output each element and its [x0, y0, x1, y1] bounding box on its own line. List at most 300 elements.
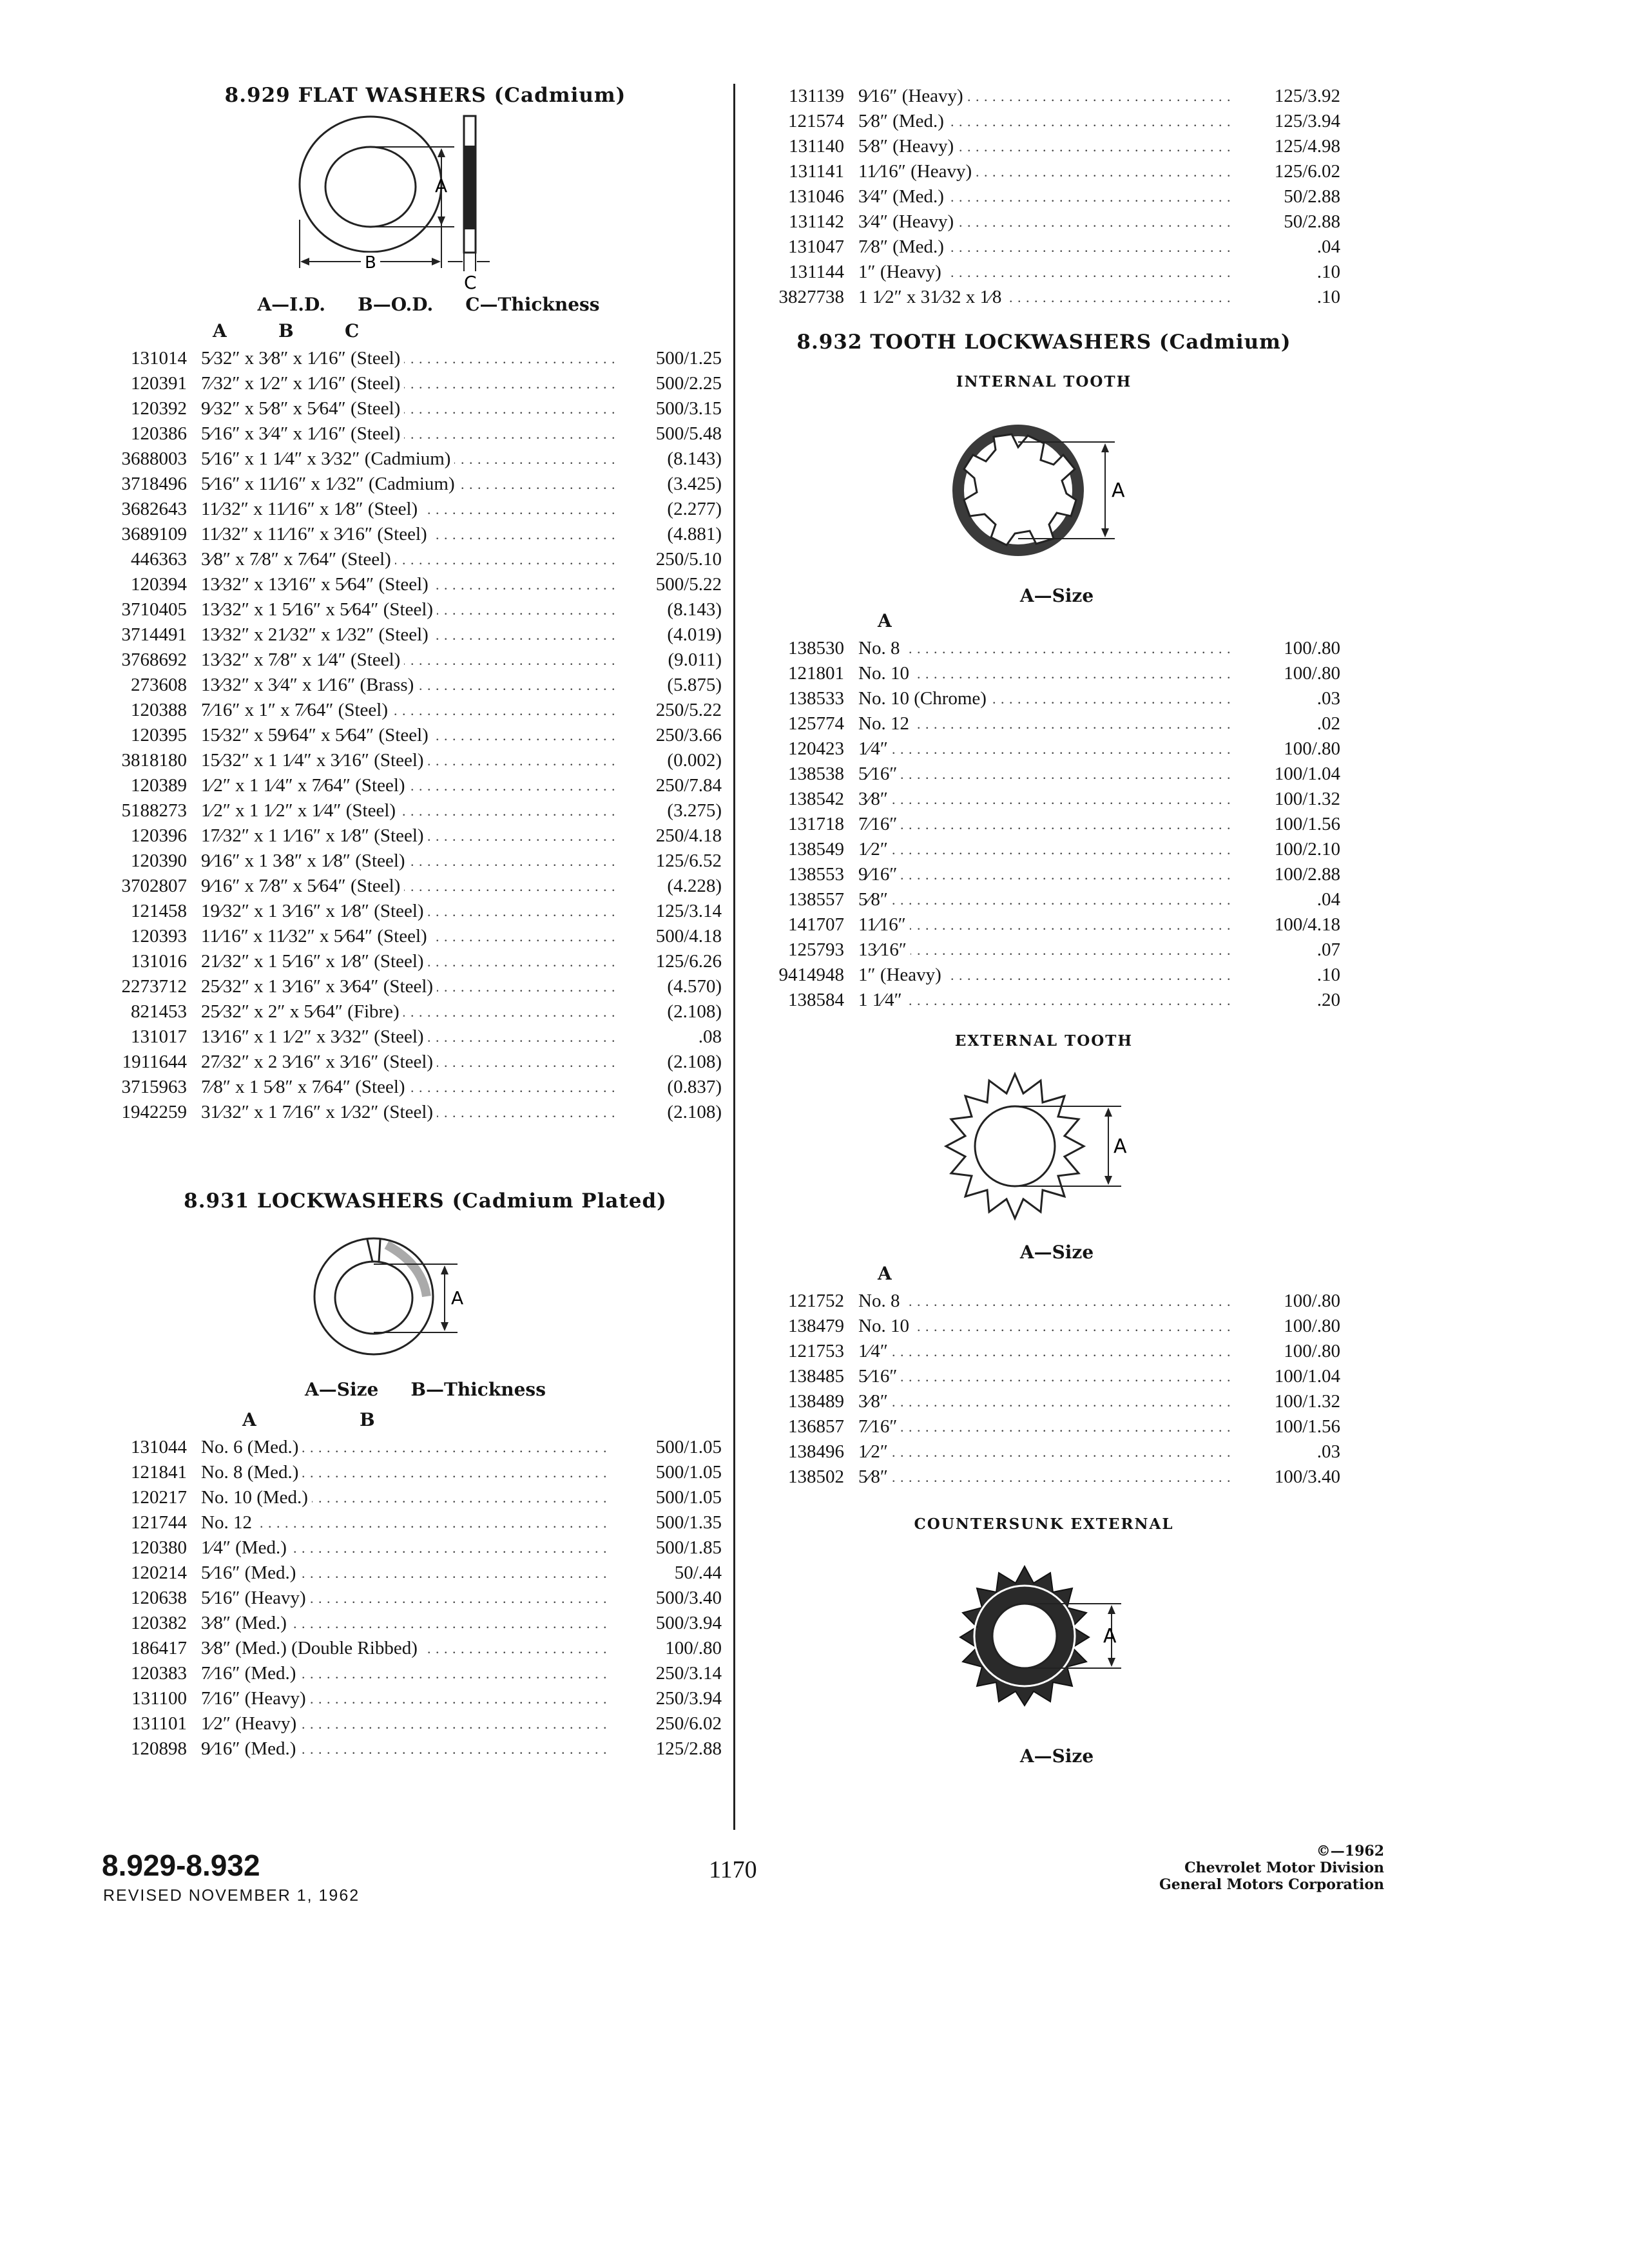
part-description: No. 10 (Chrome) — [858, 688, 990, 709]
part-number: 3702807 — [121, 876, 187, 896]
part-number: 131016 — [131, 951, 187, 972]
flat-washer-row — [90, 1075, 722, 1100]
part-price: 250/6.02 — [655, 1713, 722, 1734]
part-price: 500/2.25 — [655, 373, 722, 394]
part-description-cell — [201, 849, 615, 874]
part-description-cell — [201, 1736, 608, 1762]
part-price: 125/6.52 — [655, 850, 722, 871]
part-number: 120389 — [131, 775, 187, 796]
tooth-lockwashers-title: 8.932 TOOTH LOCKWASHERS (Cadmium) — [796, 331, 1291, 354]
part-description-cell — [201, 1050, 615, 1075]
part-description-cell — [858, 837, 1233, 862]
external-tooth-diagram — [915, 1062, 1173, 1230]
part-price: 50/2.88 — [1284, 211, 1340, 232]
external-tooth-row — [747, 1465, 1340, 1490]
part-description-cell — [201, 622, 615, 648]
part-description-cell — [201, 447, 615, 472]
part-description-cell — [201, 572, 615, 597]
part-price: 100/.80 — [1284, 638, 1340, 658]
part-price: 500/1.05 — [655, 1437, 722, 1457]
internal-tooth-row — [747, 963, 1340, 988]
external-tooth-row — [747, 1289, 1340, 1314]
part-description: No. 6 (Med.) — [201, 1437, 302, 1457]
part-description: 1⁄2″ — [858, 839, 892, 860]
part-number: 121458 — [131, 901, 187, 921]
part-price: 125/3.14 — [655, 901, 722, 921]
part-number: 120392 — [131, 398, 187, 419]
flat-washer-row — [90, 1050, 722, 1075]
lockwasher-diagram — [290, 1225, 522, 1367]
flat-washer-row — [90, 447, 722, 472]
part-description: No. 10 — [858, 663, 913, 684]
part-number: 131718 — [788, 814, 844, 834]
part-price: (3.275) — [667, 800, 722, 821]
lockwasher-cont-row — [747, 134, 1340, 159]
part-description-cell — [858, 912, 1233, 937]
part-description-cell — [201, 823, 615, 849]
lock-legend-b: B—Thickness — [410, 1379, 546, 1400]
part-description: 7⁄16″ (Med.) — [201, 1663, 300, 1684]
flat-washer-row — [90, 999, 722, 1024]
flat-washer-row — [90, 421, 722, 447]
internal-diagram-label-a: A — [1112, 479, 1125, 502]
part-number: 5188273 — [121, 800, 187, 821]
flat-washer-row — [90, 597, 722, 622]
part-number: 273608 — [131, 675, 187, 695]
lockwashers-table — [90, 1435, 722, 1762]
flat-washer-row — [90, 346, 722, 371]
lockwasher-row — [90, 1561, 722, 1586]
flat-legend-a: A—I.D. — [257, 294, 326, 315]
part-description-cell — [858, 686, 1233, 711]
part-description: 15⁄32″ x 1 1⁄4″ x 3⁄16″ (Steel) — [201, 750, 428, 771]
part-description-cell — [201, 1075, 615, 1100]
part-description: 13⁄16″ x 1 1⁄2″ x 3⁄32″ (Steel) — [201, 1026, 428, 1047]
part-description-cell — [201, 1686, 608, 1711]
part-price: (4.570) — [667, 976, 722, 997]
part-description-cell — [201, 1024, 615, 1050]
part-price: 100/2.10 — [1274, 839, 1340, 860]
part-number: 138533 — [788, 688, 844, 709]
part-description-cell — [201, 371, 615, 396]
flat-washer-row — [90, 949, 722, 974]
flat-washer-row — [90, 899, 722, 924]
part-number: 3715963 — [121, 1077, 187, 1097]
part-price: 250/3.94 — [655, 1688, 722, 1709]
part-number: 138502 — [788, 1466, 844, 1487]
flat-washer-row — [90, 522, 722, 547]
part-description: 3⁄8″ (Med.) (Double Ribbed) — [201, 1638, 421, 1658]
part-description: 1⁄4″ (Med.) — [201, 1537, 291, 1558]
external-tooth-row — [747, 1439, 1340, 1465]
internal-tooth-row — [747, 862, 1340, 887]
part-number: 131014 — [131, 348, 187, 369]
flat-washer-row — [90, 622, 722, 648]
part-description-cell — [201, 522, 615, 547]
part-description: 13⁄32″ x 3⁄4″ x 1⁄16″ (Brass) — [201, 675, 418, 695]
part-description: 7⁄16″ — [858, 1416, 901, 1437]
lockwasher-cont-row — [747, 84, 1340, 109]
part-description-cell — [201, 874, 615, 899]
part-description: 21⁄32″ x 1 5⁄16″ x 1⁄8″ (Steel) — [201, 951, 428, 972]
lockwasher-row — [90, 1510, 722, 1535]
part-description-cell — [201, 1561, 608, 1586]
part-description: 1⁄4″ — [858, 738, 892, 759]
part-price: 500/3.15 — [655, 398, 722, 419]
part-price: .08 — [698, 1026, 722, 1047]
part-price: .04 — [1316, 889, 1340, 910]
flat-col-head-c: C — [345, 320, 360, 341]
part-price: 500/5.22 — [655, 574, 722, 595]
lockwasher-row — [90, 1535, 722, 1561]
part-description: 1″ (Heavy) — [858, 965, 945, 985]
part-price: 125/3.92 — [1274, 86, 1340, 106]
part-description-cell — [201, 1711, 608, 1736]
part-description-cell — [201, 748, 615, 773]
part-description: 1⁄4″ — [858, 1341, 892, 1361]
part-number: 3682643 — [121, 499, 187, 519]
lockwasher-row — [90, 1485, 722, 1510]
part-number: 120390 — [131, 850, 187, 871]
internal-col-head-a: A — [878, 610, 892, 631]
part-description-cell — [858, 1389, 1233, 1414]
part-description: 11⁄16″ x 11⁄32″ x 5⁄64″ (Steel) — [201, 926, 431, 947]
part-description: 9⁄16″ (Med.) — [201, 1738, 300, 1759]
part-description-cell — [858, 260, 1233, 285]
part-number: 121574 — [788, 111, 844, 131]
part-number: 2273712 — [121, 976, 187, 997]
flat-washer-row — [90, 1024, 722, 1050]
part-description: 3⁄4″ (Heavy) — [858, 211, 958, 232]
part-number: 3714491 — [121, 624, 187, 645]
part-description-cell — [201, 899, 615, 924]
internal-tooth-row — [747, 711, 1340, 736]
lockwasher-cont-row — [747, 235, 1340, 260]
lock-legend — [129, 1379, 722, 1400]
part-number: 131044 — [131, 1437, 187, 1457]
part-description-cell — [858, 736, 1233, 762]
part-number: 3688003 — [121, 448, 187, 469]
part-number: 3710405 — [121, 599, 187, 620]
lockwasher-cont-row — [747, 159, 1340, 184]
part-number: 131017 — [131, 1026, 187, 1047]
part-number: 121744 — [131, 1512, 187, 1533]
flat-washer-row — [90, 849, 722, 874]
copyright-year: ©—1962 — [1316, 1843, 1384, 1860]
part-description: 5⁄8″ — [858, 1466, 892, 1487]
part-description: 5⁄16″ (Heavy) — [201, 1588, 310, 1608]
part-number: 186417 — [131, 1638, 187, 1658]
external-tooth-row — [747, 1314, 1340, 1339]
part-description: 9⁄32″ x 5⁄8″ x 5⁄64″ (Steel) — [201, 398, 404, 419]
part-number: 1942259 — [121, 1102, 187, 1122]
part-number: 131139 — [789, 86, 844, 106]
part-price: .10 — [1316, 287, 1340, 307]
flat-washer-row — [90, 1100, 722, 1125]
revision-date: REVISED NOVEMBER 1, 1962 — [103, 1887, 360, 1905]
part-description: 13⁄32″ x 13⁄16″ x 5⁄64″ (Steel) — [201, 574, 432, 595]
part-price: 500/3.40 — [655, 1588, 722, 1608]
internal-tooth-row — [747, 686, 1340, 711]
flat-washer-row — [90, 974, 722, 999]
part-price: (2.108) — [667, 1102, 722, 1122]
part-price: 100/.80 — [1284, 1316, 1340, 1336]
flat-legend-c: C—Thickness — [465, 294, 600, 315]
internal-tooth-row — [747, 661, 1340, 686]
part-description-cell — [201, 723, 615, 748]
part-number: 120388 — [131, 700, 187, 720]
part-description-cell — [201, 1586, 608, 1611]
part-price: (3.425) — [667, 474, 722, 494]
part-description-cell — [201, 396, 615, 421]
part-number: 120396 — [131, 825, 187, 846]
part-description-cell — [858, 1314, 1233, 1339]
flat-washer-row — [90, 472, 722, 497]
part-description: 7⁄8″ (Med.) — [858, 236, 948, 257]
part-price: 125/2.88 — [655, 1738, 722, 1759]
part-number: 125793 — [788, 939, 844, 960]
part-description-cell — [858, 109, 1233, 134]
part-description: 11⁄32″ x 11⁄16″ x 3⁄16″ (Steel) — [201, 524, 431, 544]
part-price: 100/.80 — [1284, 738, 1340, 759]
part-description-cell — [201, 346, 615, 371]
part-description: 17⁄32″ x 1 1⁄16″ x 1⁄8″ (Steel) — [201, 825, 428, 846]
part-description-cell — [858, 887, 1233, 912]
lock-column-heads — [90, 1409, 722, 1435]
part-description: 1⁄2″ x 1 1⁄2″ x 1⁄4″ (Steel) — [201, 800, 400, 821]
part-price: 125/6.02 — [1274, 161, 1340, 182]
part-number: 120217 — [131, 1487, 187, 1508]
part-price: 50/.44 — [674, 1562, 722, 1583]
part-price: 100/1.56 — [1274, 1416, 1340, 1437]
part-description: 1⁄2″ x 1 1⁄4″ x 7⁄64″ (Steel) — [201, 775, 409, 796]
lockwasher-cont-row — [747, 285, 1340, 310]
part-price: 125/4.98 — [1274, 136, 1340, 157]
part-description: 15⁄32″ x 59⁄64″ x 5⁄64″ (Steel) — [201, 725, 432, 745]
part-price: 250/3.14 — [655, 1663, 722, 1684]
part-description-cell — [201, 924, 615, 949]
part-description: 5⁄8″ (Heavy) — [858, 136, 958, 157]
part-description: No. 10 — [858, 1316, 913, 1336]
part-description-cell — [858, 1364, 1233, 1389]
flat-washer-row — [90, 698, 722, 723]
lockwasher-cont-row — [747, 184, 1340, 209]
part-description-cell — [858, 711, 1233, 736]
part-price: (9.011) — [668, 649, 722, 670]
part-price: 100/1.32 — [1274, 789, 1340, 809]
part-price: 500/1.05 — [655, 1462, 722, 1483]
external-column-heads — [747, 1263, 1340, 1289]
part-number: 131140 — [789, 136, 844, 157]
part-description: 1⁄2″ — [858, 1441, 892, 1462]
page-number: 1170 — [709, 1856, 757, 1883]
part-description-cell — [201, 547, 615, 572]
copyright-block — [1159, 1843, 1384, 1893]
part-description-cell — [858, 812, 1233, 837]
part-number: 120638 — [131, 1588, 187, 1608]
part-number: 120393 — [131, 926, 187, 947]
part-price: (8.143) — [667, 599, 722, 620]
part-description: 5⁄8″ — [858, 889, 892, 910]
part-number: 120386 — [131, 423, 187, 444]
part-price: 100/1.56 — [1274, 814, 1340, 834]
countersunk-subtitle: COUNTERSUNK EXTERNAL — [914, 1515, 1174, 1533]
part-price: 100/1.04 — [1274, 764, 1340, 784]
part-description-cell — [858, 134, 1233, 159]
part-number: 136857 — [788, 1416, 844, 1437]
lockwasher-cont-row — [747, 109, 1340, 134]
lockwasher-row — [90, 1686, 722, 1711]
part-price: 100/1.32 — [1274, 1391, 1340, 1412]
part-number: 120383 — [131, 1663, 187, 1684]
part-price: 250/5.22 — [655, 700, 722, 720]
flat-legend-b: B—O.D. — [358, 294, 434, 315]
part-number: 138557 — [788, 889, 844, 910]
part-price: (2.108) — [667, 1001, 722, 1022]
part-price: .07 — [1316, 939, 1340, 960]
part-description-cell — [201, 798, 615, 823]
lockwasher-row — [90, 1636, 722, 1661]
part-description-cell — [201, 974, 615, 999]
part-description-cell — [858, 762, 1233, 787]
part-description: 7⁄16″ x 1″ x 7⁄64″ (Steel) — [201, 700, 392, 720]
external-col-head-a: A — [878, 1263, 892, 1284]
part-description-cell — [201, 1535, 608, 1561]
part-description: 13⁄16″ — [858, 939, 911, 960]
part-description: 9⁄16″ (Heavy) — [858, 86, 967, 106]
part-price: 500/1.05 — [655, 1487, 722, 1508]
right-column — [747, 84, 1340, 1767]
part-number: 131142 — [789, 211, 844, 232]
part-price: 100/.80 — [1284, 663, 1340, 684]
part-price: 500/5.48 — [655, 423, 722, 444]
part-description: 9⁄16″ — [858, 864, 901, 885]
flat-washer-row — [90, 547, 722, 572]
part-price: 100/.80 — [1284, 1341, 1340, 1361]
part-number: 821453 — [131, 1001, 187, 1022]
part-description: 13⁄32″ x 1 5⁄16″ x 5⁄64″ (Steel) — [201, 599, 437, 620]
flat-washer-row — [90, 673, 722, 698]
internal-tooth-diagram — [921, 410, 1166, 571]
part-price: 125/6.26 — [655, 951, 722, 972]
part-price: .04 — [1316, 236, 1340, 257]
lockwasher-row — [90, 1711, 722, 1736]
part-price: 250/7.84 — [655, 775, 722, 796]
part-number: 131141 — [789, 161, 844, 182]
flat-washer-row — [90, 723, 722, 748]
part-number: 3689109 — [121, 524, 187, 544]
part-price: 100/2.88 — [1274, 864, 1340, 885]
external-tooth-row — [747, 1414, 1340, 1439]
part-price: 500/1.35 — [655, 1512, 722, 1533]
lockwashers-title: 8.931 LOCKWASHERS (Cadmium Plated) — [184, 1189, 667, 1213]
left-column — [90, 84, 722, 1762]
part-description-cell — [858, 1289, 1233, 1314]
part-description-cell — [201, 698, 615, 723]
part-description: 5⁄32″ x 3⁄8″ x 1⁄16″ (Steel) — [201, 348, 404, 369]
part-number: 3827738 — [778, 287, 844, 307]
part-price: 500/1.25 — [655, 348, 722, 369]
part-description: No. 12 — [201, 1512, 256, 1533]
internal-tooth-row — [747, 636, 1340, 661]
external-tooth-subtitle: EXTERNAL TOOTH — [954, 1032, 1133, 1050]
internal-caption: A—Size — [1019, 585, 1094, 606]
internal-tooth-subtitle: INTERNAL TOOTH — [956, 373, 1132, 390]
part-description-cell — [858, 1339, 1233, 1364]
part-description-cell — [201, 773, 615, 798]
internal-tooth-row — [747, 988, 1340, 1013]
part-number: 1911644 — [122, 1052, 187, 1072]
part-number: 3768692 — [121, 649, 187, 670]
part-description-cell — [201, 1460, 608, 1485]
part-price: 100/3.40 — [1274, 1466, 1340, 1487]
part-description-cell — [201, 1100, 615, 1125]
part-description: 1 1⁄4″ — [858, 990, 906, 1010]
part-description-cell — [858, 1465, 1233, 1490]
copyright-division: Chevrolet Motor Division — [1184, 1860, 1384, 1876]
part-number: 138553 — [788, 864, 844, 885]
lockwashers-continued-table — [747, 84, 1340, 310]
internal-tooth-row — [747, 812, 1340, 837]
lockwasher-row — [90, 1586, 722, 1611]
internal-tooth-row — [747, 887, 1340, 912]
part-price: (5.875) — [667, 675, 722, 695]
column-divider — [733, 84, 735, 1830]
part-description-cell — [201, 1636, 608, 1661]
part-description: 9⁄16″ x 7⁄8″ x 5⁄64″ (Steel) — [201, 876, 404, 896]
part-number: 125774 — [788, 713, 844, 734]
part-price: .20 — [1316, 990, 1340, 1010]
part-description-cell — [201, 673, 615, 698]
part-description-cell — [201, 1485, 608, 1510]
flat-washer-row — [90, 396, 722, 421]
flat-washer-row — [90, 648, 722, 673]
part-description: 7⁄16″ — [858, 814, 901, 834]
part-price: 250/5.10 — [655, 549, 722, 570]
part-description-cell — [858, 988, 1233, 1013]
internal-tooth-row — [747, 736, 1340, 762]
flat-washer-row — [90, 371, 722, 396]
part-price: .03 — [1316, 1441, 1340, 1462]
part-number: 131100 — [131, 1688, 187, 1709]
part-number: 131101 — [131, 1713, 187, 1734]
part-number: 131046 — [788, 186, 844, 207]
part-price: .10 — [1316, 965, 1340, 985]
part-number: 120423 — [788, 738, 844, 759]
part-description: 5⁄8″ (Med.) — [858, 111, 948, 131]
part-description-cell — [858, 1439, 1233, 1465]
part-price: .03 — [1316, 688, 1340, 709]
part-number: 120214 — [131, 1562, 187, 1583]
part-description: 3⁄4″ (Med.) — [858, 186, 948, 207]
flat-washer-row — [90, 798, 722, 823]
external-tooth-row — [747, 1364, 1340, 1389]
part-description-cell — [858, 937, 1233, 963]
flat-col-head-b: B — [278, 320, 294, 341]
part-price: (2.277) — [667, 499, 722, 519]
part-price: (4.019) — [667, 624, 722, 645]
part-price: 500/3.94 — [655, 1613, 722, 1633]
part-price: 100/.80 — [1284, 1291, 1340, 1311]
lockwasher-cont-row — [747, 260, 1340, 285]
lock-col-head-a: A — [242, 1409, 256, 1430]
part-description: 7⁄16″ (Heavy) — [201, 1688, 310, 1709]
part-description: 25⁄32″ x 1 3⁄16″ x 3⁄64″ (Steel) — [201, 976, 437, 997]
part-description: 3⁄8″ (Med.) — [201, 1613, 291, 1633]
part-description-cell — [201, 648, 615, 673]
part-description: No. 8 (Med.) — [201, 1462, 302, 1483]
part-number: 120382 — [131, 1613, 187, 1633]
